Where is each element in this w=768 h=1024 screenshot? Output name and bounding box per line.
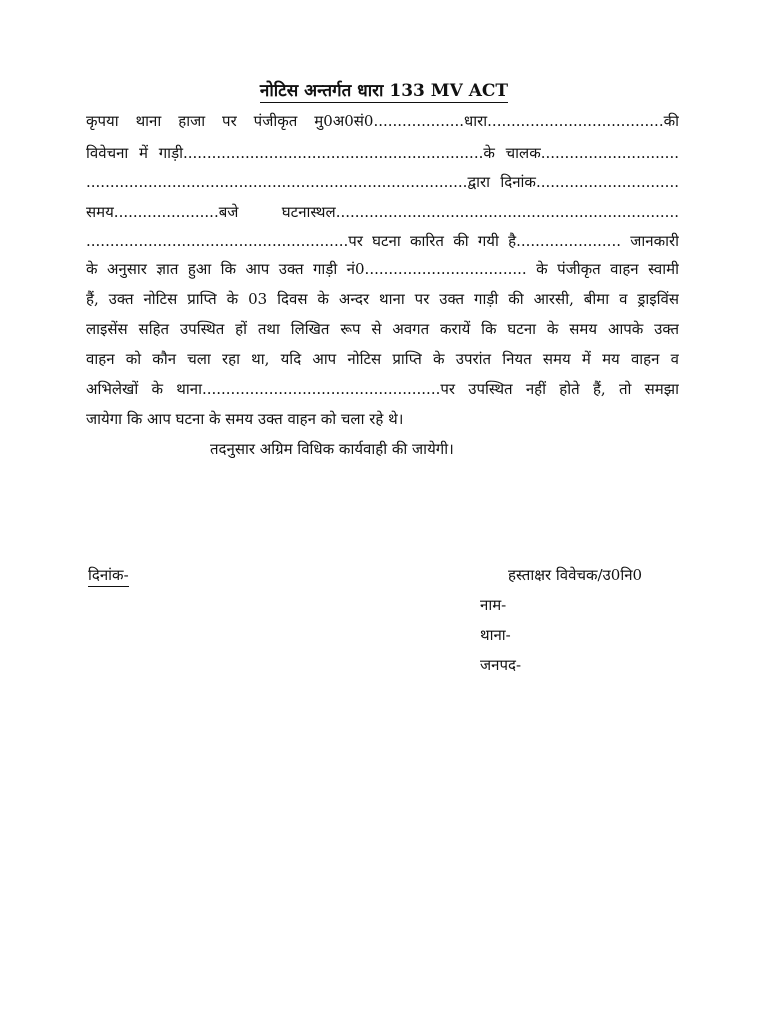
signature-district-label: जनपद- [480, 656, 522, 674]
body-line-2: विवेचना में गाड़ी...............................................................के चालक............................. [86, 144, 679, 162]
signature-title: हस्ताक्षर विवेचक/उ0नि0 [508, 566, 643, 584]
notice-title-wrap [0, 78, 768, 104]
body-line-4: समय......................बजे घटनास्थल........................................................................ [86, 203, 679, 221]
notice-title: नोटिस अन्तर्गत धारा 133 MV ACT [259, 81, 509, 101]
body-line-5: .......................................................पर घटना कारित की गयी है...................... जानकारी [86, 232, 679, 250]
body-line-10: अभिलेखों के थाना..................................................पर उपस्थित नहीं होते हैं, तो समझा [86, 380, 679, 398]
date-label: दिनांक- [88, 564, 129, 587]
body-line-1: कृपया थाना हाजा पर पंजीकृत मु0अ0सं0...................धारा.....................................की [86, 112, 679, 130]
conclusion-text: तदनुसार अग्रिम विधिक कार्यवाही की जायेगी। [210, 440, 454, 458]
body-line-9: वाहन को कौन चला रहा था, यदि आप नोटिस प्राप्ति के उपरांत नियत समय में मय वाहन व [86, 350, 679, 368]
body-line-3: ................................................................................द्वारा दिनांक.............................. [86, 173, 679, 191]
signature-station-label: थाना- [480, 626, 511, 644]
body-line-6: के अनुसार ज्ञात हुआ कि आप उक्त गाड़ी नं0.................................. के पंजीकृत वाहन स्वामी [86, 260, 679, 278]
body-line-11: जायेगा कि आप घटना के समय उक्त वाहन को चला रहे थे। [86, 410, 404, 428]
body-line-7: हैं, उक्त नोटिस प्राप्ति के 03 दिवस के अन्दर थाना पर उक्त गाड़ी की आरसी, बीमा व ड्राइविंस [86, 290, 679, 308]
signature-name-label: नाम- [480, 596, 507, 614]
body-line-8: लाइसेंस सहित उपस्थित हों तथा लिखित रूप से अवगत करायें कि घटना के समय आपके उक्त [86, 320, 679, 338]
